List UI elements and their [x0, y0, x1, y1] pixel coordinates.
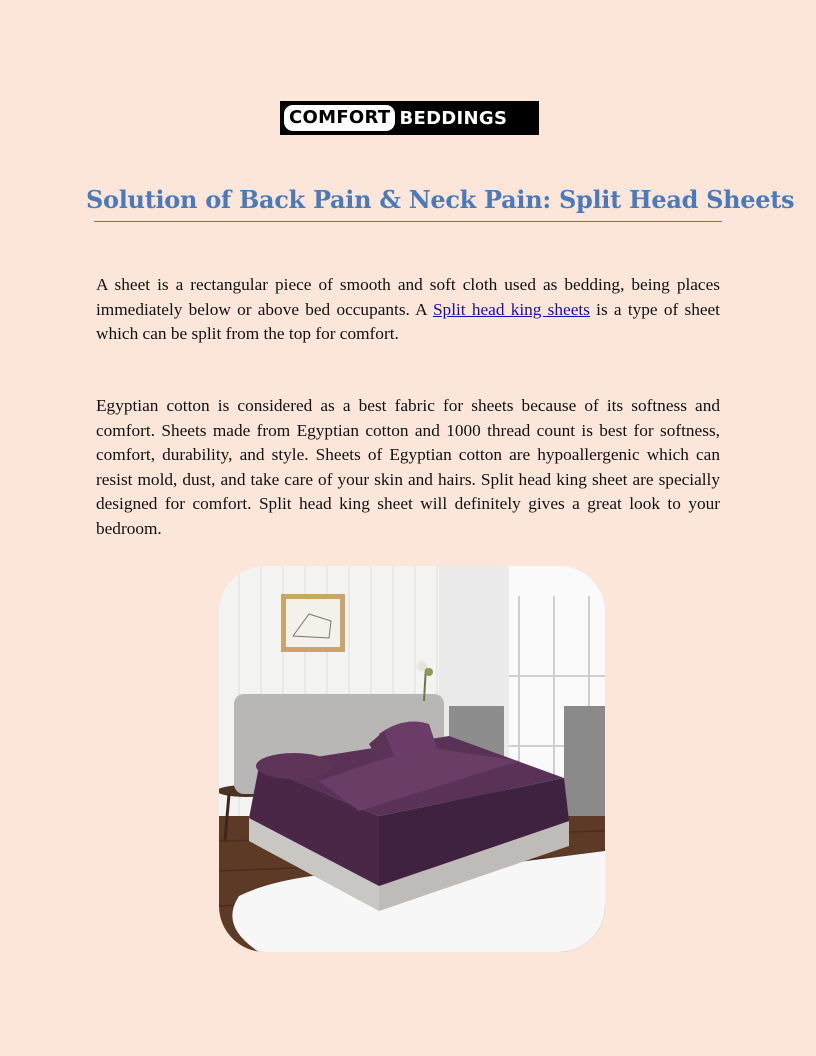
egyptian-cotton-paragraph: Egyptian cotton is considered as a best fabric for sheets because of its softness and comfort. Sheets made from Egyptian cotton and 1000 thread count is best for softness, comfort, durability, and style. Sheets of Egyptian cotton are hypoallergenic which can resist mold, dust, and take care of your skin and hairs. Split head king sheet are specially designed for comfort. Split head king sheet will definitely gives a great look to your bedroom. — [96, 396, 720, 538]
intro-text-start: A sheet is a rectangular piece of smooth and soft cloth used as bedding, being places immediately below or above bed occupants. A — [96, 275, 720, 319]
bedroom-photo — [219, 566, 605, 952]
intro-paragraph — [96, 273, 720, 347]
logo-text-beddings: BEDDINGS — [399, 107, 508, 129]
comfort-beddings-logo[interactable] — [280, 101, 539, 135]
logo-text-comfort: COMFORT — [284, 105, 395, 131]
split-head-king-sheets-link[interactable]: Split head king sheets — [432, 299, 590, 319]
title-underline — [94, 221, 722, 222]
intro-text-end: is a type of sheet which can be split from the top for comfort. — [96, 299, 720, 343]
page-title: Solution of Back Pain & Neck Pain: Split Head Sheets — [86, 185, 795, 214]
